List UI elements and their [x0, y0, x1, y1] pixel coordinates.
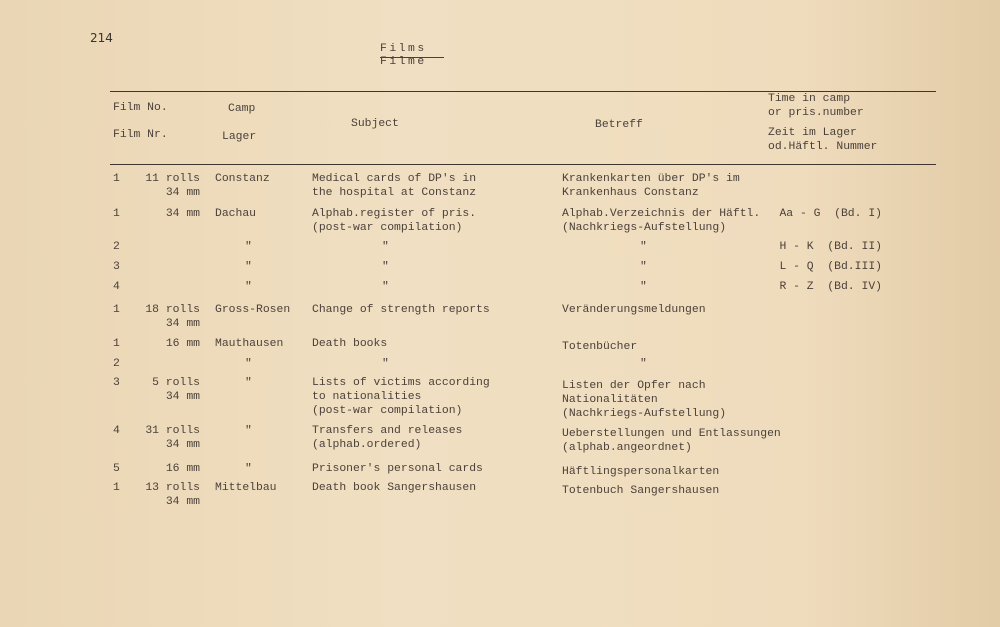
film-size: 18 rolls — [145, 304, 200, 316]
betreff-line: " — [640, 261, 647, 273]
time-range: Aa - G (Bd. I) — [779, 208, 882, 220]
header-bottom-rule — [110, 164, 936, 165]
film-number: 4 — [113, 425, 120, 437]
time-range: R - Z (Bd. IV) — [779, 281, 882, 293]
film-size: 34 mm — [165, 187, 200, 199]
betreff-line: Listen der Opfer nach — [562, 380, 706, 392]
header-zeit-1: Zeit im Lager — [768, 127, 857, 139]
film-size: 34 mm — [165, 391, 200, 403]
betreff-line: Alphab.Verzeichnis der Häftl. — [562, 208, 761, 220]
header-betreff: Betreff — [595, 119, 643, 131]
subject-line: Lists of victims according — [312, 377, 490, 389]
subject-line: " — [382, 358, 389, 370]
subject-line: to nationalities — [312, 391, 422, 403]
film-number: 1 — [113, 304, 120, 316]
film-size: 16 mm — [165, 463, 200, 475]
subject-line: Transfers and releases — [312, 425, 463, 437]
camp-name: " — [245, 463, 252, 475]
header-zeit-2: od.Häftl. Nummer — [768, 141, 878, 153]
betreff-line: (Nachkriegs-Aufstellung) — [562, 222, 727, 234]
film-number: 1 — [113, 208, 120, 220]
title-english: Films — [380, 43, 427, 55]
subject-line: Death books — [312, 338, 388, 350]
subject-line: (post-war compilation) — [312, 405, 463, 417]
camp-name: " — [245, 377, 252, 389]
camp-name: " — [245, 358, 252, 370]
camp-name: Dachau — [215, 208, 257, 220]
film-size: 16 mm — [165, 338, 200, 350]
film-size: 34 mm — [165, 439, 200, 451]
film-number: 5 — [113, 463, 120, 475]
header-film-no: Film No. — [113, 102, 168, 114]
betreff-line: Nationalitäten — [562, 394, 658, 406]
camp-name: Mittelbau — [215, 482, 277, 494]
film-size: 13 rolls — [145, 482, 200, 494]
betreff-line: " — [640, 358, 647, 370]
subject-line: Alphab.register of pris. — [312, 208, 477, 220]
subject-line: Change of strength reports — [312, 304, 490, 316]
betreff-line: Krankenhaus Constanz — [562, 187, 699, 199]
film-size: 11 rolls — [145, 173, 200, 185]
betreff-line: " — [640, 281, 647, 293]
film-number: 3 — [113, 377, 120, 389]
betreff-line: Häftlingspersonalkarten — [562, 466, 720, 478]
time-range: L - Q (Bd.III) — [779, 261, 882, 273]
film-size: 34 mm — [165, 318, 200, 330]
betreff-line: Totenbuch Sangershausen — [562, 485, 720, 497]
camp-name: " — [245, 261, 252, 273]
subject-line: the hospital at Constanz — [312, 187, 477, 199]
camp-name: " — [245, 281, 252, 293]
film-number: 2 — [113, 358, 120, 370]
film-number: 1 — [113, 173, 120, 185]
subject-line: Death book Sangershausen — [312, 482, 477, 494]
header-camp: Camp — [228, 103, 256, 115]
camp-name: Gross-Rosen — [215, 304, 291, 316]
header-film-nr: Film Nr. — [113, 129, 168, 141]
film-number: 4 — [113, 281, 120, 293]
subject-line: " — [382, 261, 389, 273]
betreff-line: Krankenkarten über DP's im — [562, 173, 740, 185]
header-time-1: Time in camp — [768, 93, 851, 105]
header-lager: Lager — [222, 131, 257, 143]
page-number: 214 — [90, 31, 113, 45]
film-number: 2 — [113, 241, 120, 253]
betreff-line: (Nachkriegs-Aufstellung) — [562, 408, 727, 420]
film-number: 3 — [113, 261, 120, 273]
subject-line: " — [382, 281, 389, 293]
camp-name: " — [245, 425, 252, 437]
film-number: 1 — [113, 338, 120, 350]
camp-name: Mauthausen — [215, 338, 284, 350]
subject-line: (alphab.ordered) — [312, 439, 422, 451]
film-size: 34 mm — [165, 496, 200, 508]
betreff-line: (alphab.angeordnet) — [562, 442, 692, 454]
header-time-2: or pris.number — [768, 107, 864, 119]
subject-line: Prisoner's personal cards — [312, 463, 483, 475]
betreff-line: Veränderungsmeldungen — [562, 304, 706, 316]
film-size: 34 mm — [165, 208, 200, 220]
camp-name: Constanz — [215, 173, 270, 185]
header-subject: Subject — [351, 118, 399, 130]
betreff-line: " — [640, 241, 647, 253]
film-size: 5 rolls — [152, 377, 200, 389]
time-range: H - K (Bd. II) — [779, 241, 882, 253]
film-size: 31 rolls — [145, 425, 200, 437]
title-german: Filme — [380, 56, 427, 68]
camp-name: " — [245, 241, 252, 253]
film-number: 1 — [113, 482, 120, 494]
subject-line: (post-war compilation) — [312, 222, 463, 234]
betreff-line: Totenbücher — [562, 341, 638, 353]
subject-line: Medical cards of DP's in — [312, 173, 477, 185]
subject-line: " — [382, 241, 389, 253]
betreff-line: Ueberstellungen und Entlassungen — [562, 428, 781, 440]
